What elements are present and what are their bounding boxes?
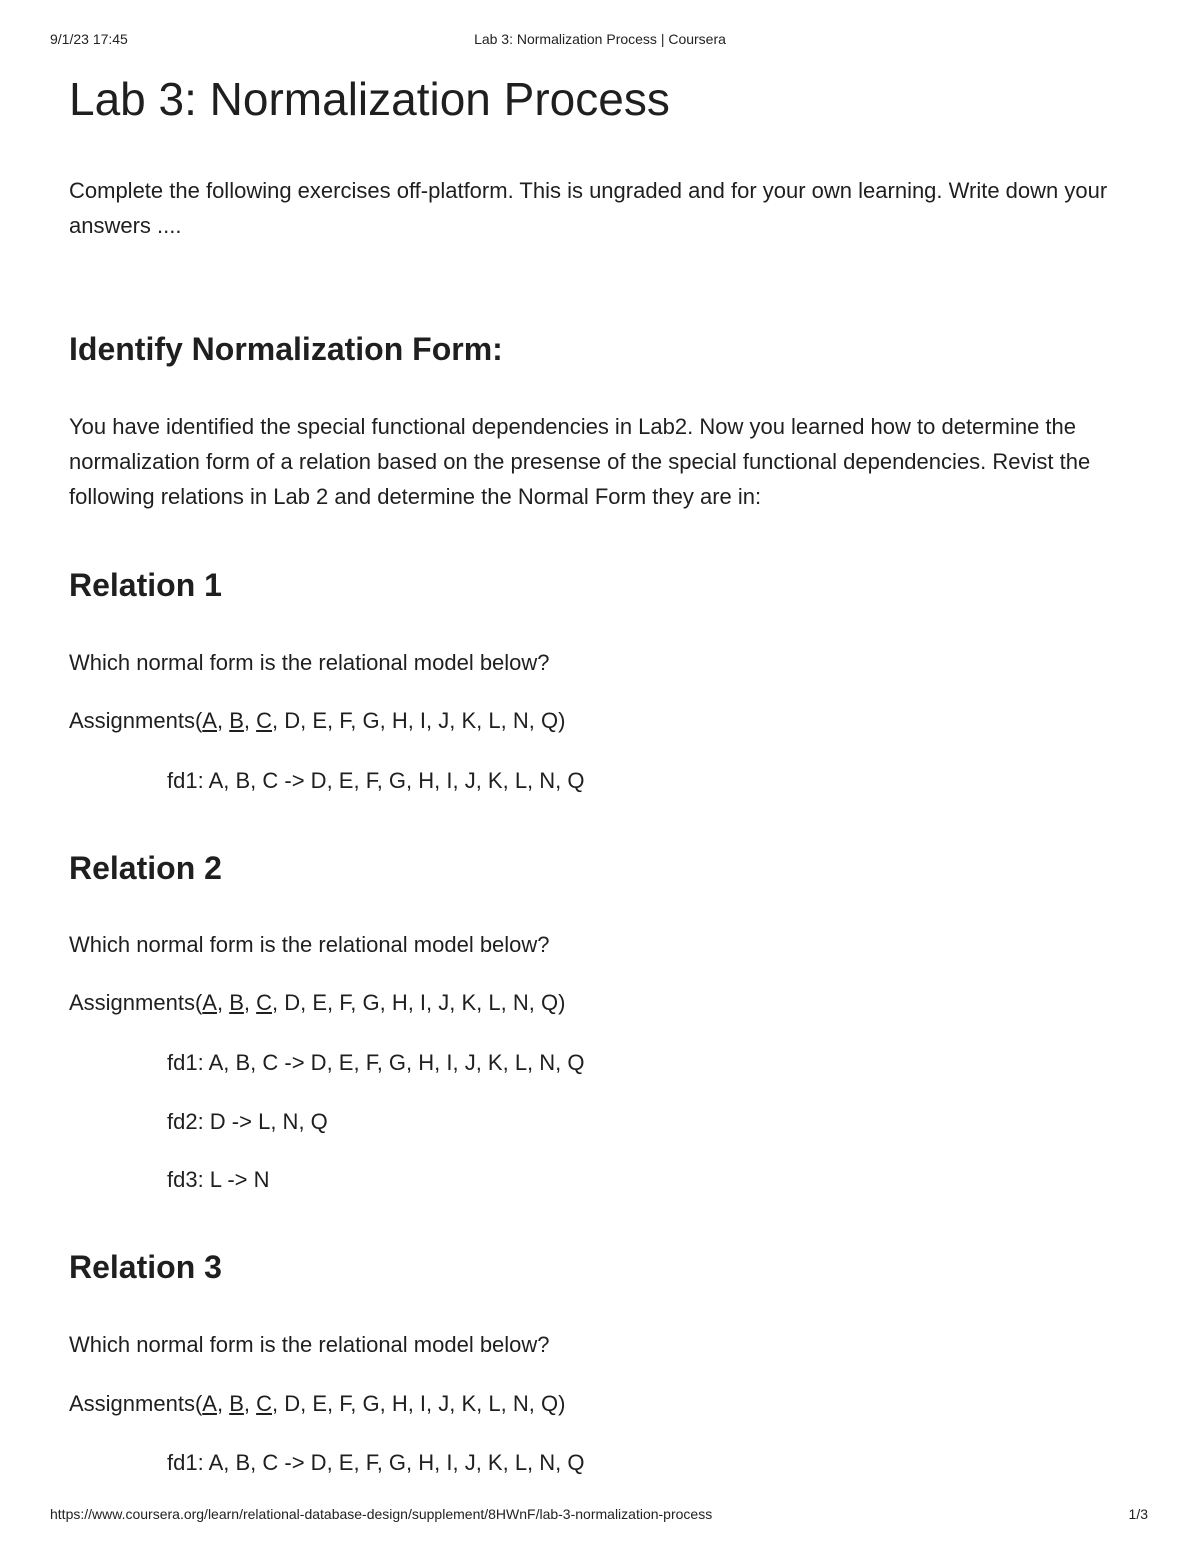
section-heading: Identify Normalization Form: xyxy=(69,331,503,367)
relation-1-heading: Relation 1 xyxy=(69,567,222,603)
key-attr-b: B xyxy=(229,1391,244,1416)
relation-1-schema: Assignments(A, B, C, D, E, F, G, H, I, J, K, L, N, Q) xyxy=(69,708,566,733)
relation-3-fd1: fd1: A, B, C -> D, E, F, G, H, I, J, K, L, N, Q xyxy=(167,1450,585,1475)
page-number: 1/3 xyxy=(1128,1506,1148,1522)
relation-1-question: Which normal form is the relational model below? xyxy=(69,650,550,675)
relation-3-heading: Relation 3 xyxy=(69,1249,222,1285)
key-attr-c: C xyxy=(256,990,273,1015)
relation-1-fd1: fd1: A, B, C -> D, E, F, G, H, I, J, K, L, N, Q xyxy=(167,768,585,793)
relation-3-schema: Assignments(A, B, C, D, E, F, G, H, I, J, K, L, N, Q) xyxy=(69,1391,566,1416)
relation-2-schema: Assignments(A, B, C, D, E, F, G, H, I, J, K, L, N, Q) xyxy=(69,990,566,1015)
relation-2-heading: Relation 2 xyxy=(69,850,222,886)
key-attr-a: A xyxy=(202,708,217,733)
relation-2-fd2: fd2: D -> L, N, Q xyxy=(167,1109,328,1134)
print-header-title: Lab 3: Normalization Process | Coursera xyxy=(474,31,726,47)
schema-rest: , D, E, F, G, H, I, J, K, L, N, Q) xyxy=(272,708,566,733)
key-attr-a: A xyxy=(202,990,217,1015)
section-text: You have identified the special functional dependencies in Lab2. Now you learned how to determine the normalization form of a relation based on the presense of the special functional dependencies. Revist the following relations in Lab 2 and determine the Normal Form they are in: xyxy=(69,414,1091,509)
print-footer-url: https://www.coursera.org/learn/relational-database-design/supplement/8HWnF/lab-3-normalization-process xyxy=(50,1506,713,1522)
schema-rest: , D, E, F, G, H, I, J, K, L, N, Q) xyxy=(272,990,566,1015)
key-attr-c: C xyxy=(256,708,273,733)
schema-rest: , D, E, F, G, H, I, J, K, L, N, Q) xyxy=(272,1391,566,1416)
schema-prefix: Assignments( xyxy=(69,708,203,733)
relation-2-fd3: fd3: L -> N xyxy=(167,1167,270,1192)
relation-2-fd1: fd1: A, B, C -> D, E, F, G, H, I, J, K, L, N, Q xyxy=(167,1050,585,1075)
key-attr-c: C xyxy=(256,1391,273,1416)
schema-prefix: Assignments( xyxy=(69,990,203,1015)
intro-text: Complete the following exercises off-platform. This is ungraded and for your own learning. Write down your answers .... xyxy=(69,178,1108,238)
relation-3-question: Which normal form is the relational model below? xyxy=(69,1332,550,1357)
schema-prefix: Assignments( xyxy=(69,1391,203,1416)
key-attr-b: B xyxy=(229,990,244,1015)
print-date: 9/1/23 17:45 xyxy=(50,31,128,47)
key-attr-b: B xyxy=(229,708,244,733)
key-attr-a: A xyxy=(202,1391,217,1416)
relation-2-question: Which normal form is the relational model below? xyxy=(69,932,550,957)
page-title: Lab 3: Normalization Process xyxy=(69,73,670,125)
